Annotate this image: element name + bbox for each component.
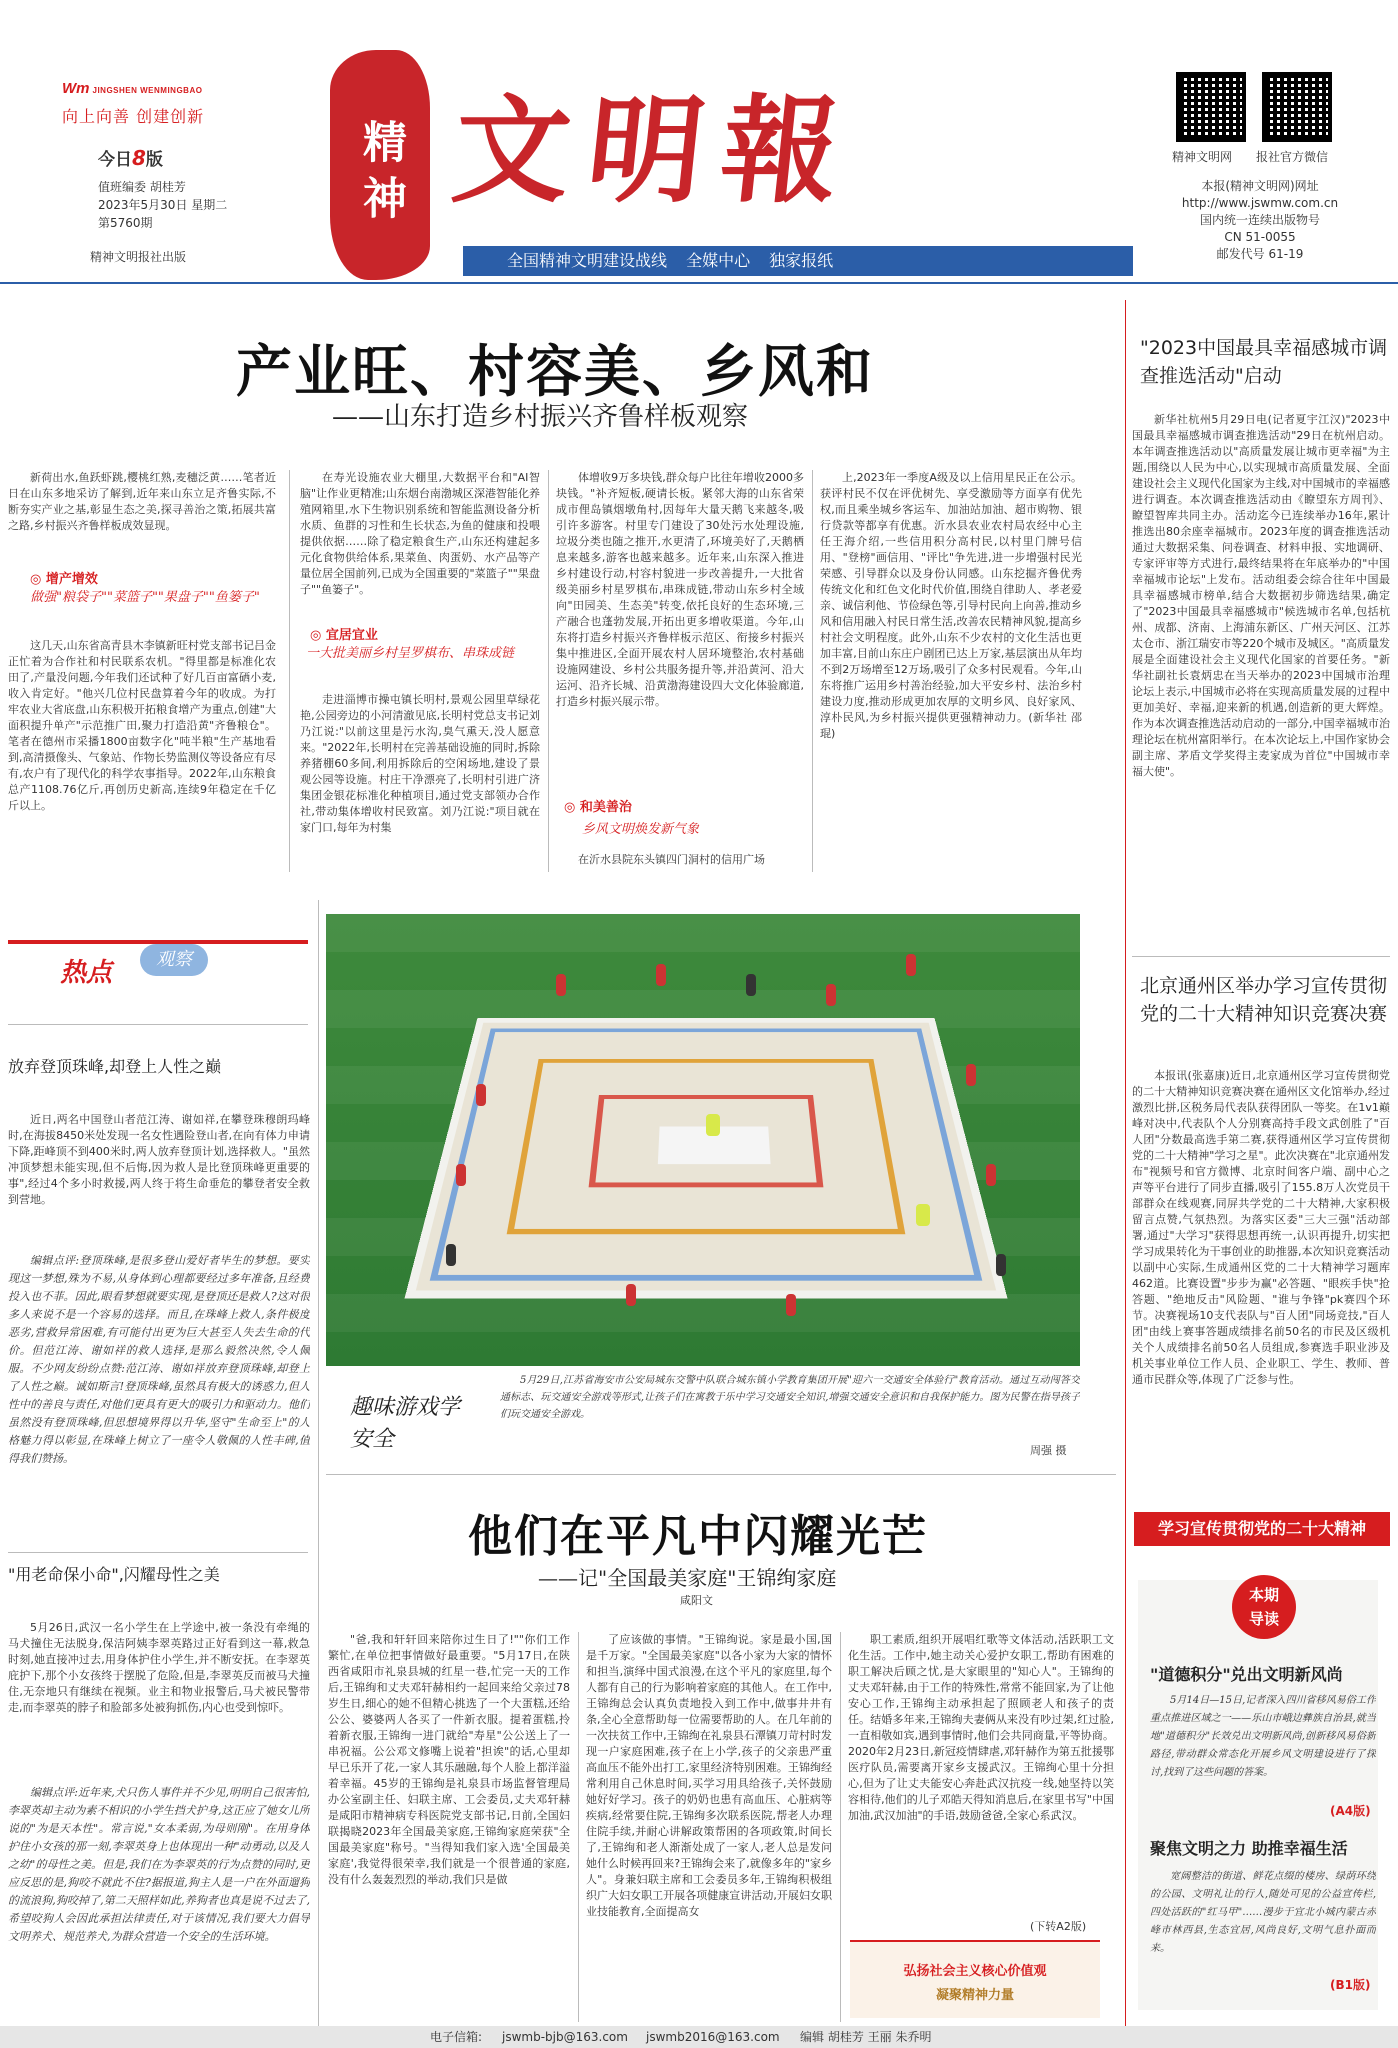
index-badge-line1: 本期: [1248, 1586, 1279, 1604]
today-label: 今日: [98, 150, 132, 170]
child-figure: [456, 1164, 466, 1186]
section-subtitle: 乡风文明焕发新气象: [582, 822, 700, 837]
lead-col2-body: 在寿光设施农业大棚里,大数据平台和"AI智脑"让作业更精准;山东烟台南渤城区深港智能化养殖网箱里,水下生物识别系统和智能监测设备分析水质、鱼群的习性和生长状态,为鱼的健康和投喂提供依据……除了稳定粮食生产,山东还构建起多元化食物供给体系,果菜鱼、肉蛋奶、水产品等产量位居全国前列,已成为全国重要的"菜篮子""果盘子""鱼篓子"。: [300, 471, 540, 596]
column-rule: [548, 470, 549, 872]
logo-mark: Wm: [62, 80, 90, 97]
column-rule: [812, 470, 813, 872]
column-rule: [289, 470, 290, 872]
newspaper-logo: [62, 78, 222, 98]
slogan-line1: 弘扬社会主义核心价值观: [903, 1964, 1047, 1979]
child-figure: [986, 1164, 996, 1186]
turf-stripe: [326, 914, 1080, 952]
index-badge-line2: 导读: [1248, 1610, 1279, 1628]
hot-a1-headline: 放弃登顶珠峰,却登上人性之巅: [8, 1057, 222, 1076]
hot-a1-comment: 编辑点评:登顶珠峰,是很多登山爱好者毕生的梦想。要实现这一梦想,殊为不易,从身体到心理都要经过多年准备,且经费投入也不菲。因此,眼看梦想就要实现,是登顶还是救人?这对很多人来说不是一个容易的选择。而且,在珠峰上救人,条件极度恶劣,营救异常困难,有可能付出更为巨大甚至人失去生命的代价。但范江涛、谢如祥的救人选择,是那么毅然决然,令人佩服。不少网友纷纷点赞:范江涛、谢如祥放弃登顶珠峰,却登上了人性之巅。诚如斯言!登顶珠峰,虽然具有极大的诱惑力,但人性中的善良与责任,对他们更具有更大的吸引力和驱动力。他们虽然没有登顶珠峰,但思想境界得以升华,坚守"生命至上"的人格魅力得以彰显,在珠峰上树立了一座令人敬佩的人性丰碑,值得我们赞扬。: [8, 1254, 310, 1465]
child-figure: [826, 984, 836, 1006]
section-marker-icon: ◎: [564, 800, 580, 815]
section-title: 和美善治: [579, 800, 632, 815]
hot-a1-body: 近日,两名中国登山者范江涛、谢如祥,在攀登珠穆朗玛峰时,在海拔8450米处发现一名女性遇险登山者,在向有体力申请下降,距峰顶不到400米时,两人放弃登顶计划,选择救人。"虽然冲顶梦想未能实现,但不后悔,因为救人是比登顶珠峰更重要的事",经过4个多小时救援,两人终于将生命垂危的攀登者安全救到营地。: [8, 1113, 310, 1206]
index-badge: [1232, 1575, 1296, 1639]
masthead-title: 文明報: [446, 83, 864, 219]
index-item-ref[interactable]: (B1版): [1330, 1978, 1371, 1992]
child-figure: [966, 1064, 976, 1086]
qr-code-wechat: [1262, 72, 1332, 142]
page-footer: [0, 2026, 1398, 2048]
masthead-seal: 精神: [330, 50, 430, 280]
child-figure: [446, 1244, 456, 1266]
photo-credit: 周强 摄: [1030, 1444, 1067, 1457]
photo-caption-title: 趣味游戏学安全: [350, 1395, 461, 1452]
info-line: 国内统一连续出版物号: [1199, 213, 1320, 227]
column-rule: [840, 1632, 841, 2022]
qr-code-website: [1176, 72, 1246, 142]
photo-caption: 5月29日,江苏省海安市公安局城东交警中队联合城东镇小学教育集团开展"迎六一交通安全体验行"教育活动。通过互动闯答交通标志、玩交通安全游戏等形式,让孩子们在寓教于乐中学习交通安全知识,增强交通安全意识和自我保护能力。图为民警在指导孩子们玩交通安全游戏。: [500, 1375, 1080, 1420]
info-line: CN 51-0055: [1224, 230, 1296, 244]
column-rule: [318, 900, 319, 2030]
index-item-summary: 5月14日—15日,记者深入四川省移风易俗工作重点推进区域之一——乐山市峨边彝族自治县,就当地"道德积分"长效兑出文明新风尚,创新移风易俗新路径,带动群众常态化开展乡风文明建设进行了探讨,找到了这些问题的答案。: [1150, 1695, 1376, 1778]
turf-stripe: [326, 1294, 1080, 1332]
feature-byline: 咸阳文: [680, 1594, 713, 1607]
value-slogan-box: [850, 1940, 1100, 2018]
issue-number: 第5760期: [98, 216, 153, 230]
column-rule: [578, 1632, 579, 2022]
right-top-headline: "2023中国最具幸福感城市调查推选活动"启动: [1140, 337, 1388, 387]
publisher: 精神文明报社出版: [90, 250, 187, 264]
lead-headline: 产业旺、村容美、乡风和: [236, 339, 874, 405]
child-figure: [906, 954, 916, 976]
index-item-title[interactable]: 聚焦文明之力 助推幸福生活: [1150, 1839, 1348, 1858]
hot-a2-headline: "用老命保小命",闪耀母性之美: [8, 1565, 220, 1584]
right-mid-headline: 北京通州区举办学习宣传贯彻党的二十大精神知识竞赛决赛: [1140, 975, 1388, 1025]
today-page-count: 8: [132, 146, 146, 170]
hot-divider: [8, 1552, 308, 1553]
hot-label: 热点: [60, 958, 113, 988]
lead-col3b-body: 在沂水县院东头镇四门洞村的信用广场: [578, 853, 765, 866]
sidebar-divider: [1132, 956, 1390, 957]
theme-banner: 学习宣传贯彻党的二十大精神: [1134, 1512, 1390, 1546]
index-item-summary: 宽阔整洁的街道、鲜花点缀的楼房、绿荫环绕的公园、文明礼让的行人,随处可见的公益宣传栏,四处活跃的"红马甲"……漫步于宜北小城内蒙古赤峰市林西县,生态宜居,风尚良好,文明气息扑面而来。: [1150, 1871, 1376, 1954]
footer-mail1[interactable]: jswmb-bjb@163.com: [502, 2030, 628, 2044]
section-title: 宜居宜业: [325, 628, 378, 643]
section-divider: [326, 1474, 1116, 1475]
footer-editors: 编辑 胡桂芳 王丽 朱乔明: [800, 2030, 932, 2044]
section-marker-icon: ◎: [310, 628, 326, 643]
section-title: 增产增效: [45, 572, 98, 587]
lead-subhead: ——山东打造乡村振兴齐鲁样板观察: [332, 402, 749, 432]
qr-label-wechat: 报社官方微信: [1256, 150, 1329, 164]
logo-pinyin: JINGSHEN WENMINGBAO: [92, 86, 203, 95]
feature-col1: "爸,我和轩轩回来陪你过生日了!""你们工作繁忙,在单位把事情做好最重要。"5月17日,在陕西省咸阳市礼泉县城的红星一巷,忙完一天的工作后,王锦绚和丈夫邓轩赫相约一起回来给父亲过78岁生日,细心的她不但精心挑选了一个大蛋糕,还给公公、婆婆两人各买了一件新衣服。提着蛋糕,拎着新衣服,王锦绚一进门就给"寿星"公公送上了一串祝福。公公邓文修嘴上说着"担诶"的话,心里却早已乐开了花,一家人其乐融融,每个人脸上都洋溢着幸福。45岁的王锦绚是礼泉县市场监督管理局办公室副主任、妇联主席、工会委员,丈夫邓轩赫是咸阳市精神病专科医院党支部书记,日前,全国妇联揭晓2023年全国最美家庭,王锦绚家庭荣获"全国最美家庭"称号。"当得知我们家入选'全国最美家庭',我觉得很荣幸,我们就是一个很普通的家庭,没有什么轰轰烈烈的举动,我们只是做: [328, 1633, 570, 1886]
section-subtitle: 一大批美丽乡村呈罗棋布、串珠成链: [306, 646, 515, 661]
section-marker-icon: ◎: [30, 572, 46, 587]
info-line: 邮发代号 61-19: [1216, 247, 1304, 261]
officer-figure: [916, 1204, 930, 1226]
child-figure: [746, 974, 756, 996]
footer-mail-label: 电子信箱:: [430, 2030, 483, 2044]
today-unit: 版: [145, 150, 163, 170]
hot-divider: [8, 1024, 308, 1025]
sidebar-rule: [1125, 300, 1126, 2040]
feature-subhead: ——记"全国最美家庭"王锦绚家庭: [538, 1566, 837, 1590]
news-photo: [326, 914, 1080, 1366]
lead-col2b-body: 走进淄博市操屯镇长明村,景观公园里草绿花艳,公园旁边的小河清澈见底,长明村党总支书记刘乃江说:"以前这里是污水沟,臭气熏天,没人愿意来。"2022年,长明村在完善基础设施的同时,拆除养猪棚60多间,利用拆除后的空闲场地,建设了景观公园等设施。村庄干净漂亮了,长明村引进广济集团金银花标准化种植项目,通过党支部领办合作社,带动集体增收村民致富。刘乃江说:"项目就在家门口,每年为村集: [300, 693, 540, 834]
right-top-body: 新华社杭州5月29日电(记者夏宇江汉)"2023中国最具幸福感城市调查推选活动"29日在杭州启动。本年调查推选活动以"高质量发展让城市更幸福"为主题,围绕以人民为中心,以实现城市高质量发展、全面建设社会主义现代化国家为主线,对中国城市的幸福感进行调查。本次调查推选活动由《瞭望东方周刊》、瞭望智库共同主办。活动迄今已连续举办16年,累计推选出80余座幸福城市。2023年度的调查推选活动通过大数据采集、问卷调查、材料申报、实地调研、专家评审等方式进行,最终结果将在年底举办的"中国幸福城市论坛"上发布。活动组委会综合往年中国最具幸福感城市榜单,结合大数据初步筛选结果,确定了"2023中国最具幸福感城市"候选城市名单,包括杭州、成都、济南、上海浦东新区、广州天河区、江苏太仓市、浙江瑞安市等220个城市及城区。"高质量发展是全面建设社会主义现代化国家的首要任务。"新华社副社长袁炳忠在当天举办的2023中国城市治理论坛上表示,中国城市必将在实现高质量发展的过程中更加美好、幸福,迎来新的机遇,创造新的更大辉煌。作为本次调查推选活动启动的一部分,中国幸福城市治理论坛在杭州富阳举行。在本次论坛上,中国作家协会副主席、茅盾文学奖得主麦家成为首位"中国城市幸福大使"。: [1132, 413, 1390, 778]
section-livable: [310, 624, 378, 643]
child-figure: [476, 1084, 486, 1106]
slogan-line2: 凝聚精神力量: [935, 1988, 1014, 2003]
child-figure: [556, 974, 566, 996]
lead-intro: 新荷出水,鱼跃虾跳,樱桃红熟,麦穗泛黄……笔者近日在山东多地采访了解到,近年来山东立足齐鲁实际,不断夯实产业之基,彰显生态之美,探寻善治之策,拓展共富之路,乡村振兴齐鲁样板成效显现。: [8, 471, 276, 532]
today-pages: [98, 145, 163, 170]
masthead-slogan: 向上向善 创建创新: [62, 107, 205, 126]
footer-mail2[interactable]: jswmb2016@163.com: [646, 2030, 780, 2044]
issue-date: 2023年5月30日 星期二: [98, 198, 228, 212]
hot-label-badge: 观察: [140, 944, 208, 976]
feature-headline: 他们在平凡中闪耀光芒: [468, 1511, 928, 1562]
info-line: http://www.jswmw.com.cn: [1181, 196, 1339, 210]
qr-label-website: 精神文明网: [1172, 150, 1233, 164]
info-line: 本报(精神文明网)网址: [1201, 179, 1319, 193]
masthead-divider: [0, 282, 1398, 284]
index-item-ref[interactable]: (A4版): [1330, 1804, 1371, 1818]
officer-figure: [706, 1114, 720, 1136]
child-figure: [996, 1254, 1006, 1276]
child-figure: [786, 1294, 796, 1316]
child-figure: [656, 964, 666, 986]
feature-col3: 职工素质,组织开展唱红歌等文体活动,活跃职工文化生活。工作中,她主动关心爱护女职工,帮助有困难的职工解决后顾之忧,是大家眼里的"知心人"。王锦绚的丈夫邓轩赫,由于工作的特殊性,常常不能回家,为了让他安心工作,王锦绚主动承担起了照顾老人和孩子的责任。结婚多年来,王锦绚夫妻俩从来没有吵过架,红过脸,一直相敬如宾,遇到事情时,他们会共同商量,平等协商。2020年2月23日,新冠疫情肆虐,邓轩赫作为第五批援鄂医疗队员,需要离开家乡支援武汉。王锦绚心里十分担心,但为了让丈夫能安心奔赴武汉抗疫一线,她坚持以笑容相待,他们的儿子邓皓天得知消息后,在家里书写"中国加油,武汉加油"的手语,鼓励爸爸,全家心系武汉。: [848, 1633, 1114, 1822]
continued-note[interactable]: (下转A2版): [1030, 1920, 1087, 1933]
hot-a2-comment: 编辑点评:近年来,犬只伤人事件并不少见,明明自己很害怕,李翠英却主动为素不相识的小学生挡犬护身,这正应了她女儿所说的"为是天本性"。常言说,"女本柔弱,为母则刚"。在用身体护住小女孩的那一刻,李翠英身上也体现出一种"动勇动,以及人之幼"的母性之美。但是,我们在为李翠英的行为点赞的同时,更应反思的是,狗咬不就此不住?据报道,狗主人是一户在外面遛狗的流浪狗,狗咬掉了,第二天照样如此,养狗者也真是说不过去了,希望咬狗人会因此承担法律责任,对于该情况,我们要大力倡导文明养犬、规范养犬,为群众营造一个安全的生活环境。: [8, 1786, 310, 1943]
lead-col3-body: 体增收9万多块钱,群众每户比往年增收2000多块钱。"补齐短板,硬请长板。紧邻大海的山东省荣成市俚岛镇烟墩角村,因每年大量天鹅飞来越冬,吸引许多游客。村里专门建设了30处污水处理设施,垃圾分类也随之推开,水更清了,环境美好了,天鹅栖息来越多,游客也越来越多。近年来,山东深入推进乡村建设行动,村容村貌进一步改善提升,一大批省级美丽乡村星罗棋布,串珠成链,带动山东乡村全域向"田园美、生态美"转变,依托良好的生态环境,三产融合也蓬勃发展,开拓出更多增收渠道。今年,山东将打造乡村振兴齐鲁样板示范区、衔接乡村振兴集中推进区,全面开展农村人居环境整治,农村基础设施网建设、乡村公共服务提升等,并沿黄河、沿大运河、沿齐长城、沿黄渤海建设四大文化体验廊道,打造乡村振兴展示带。: [556, 471, 804, 708]
section-subtitle: 做强"粮袋子""菜篮子""果盘子""鱼篓子": [30, 590, 260, 605]
child-figure: [626, 1284, 636, 1306]
right-mid-body: 本报讯(张嘉康)近日,北京通州区学习宣传贯彻党的二十大精神知识竞赛决赛在通州区文化馆举办,经过激烈比拼,区税务局代表队获得团队一等奖。在1v1巅峰对决中,代表队个人分别赛高持手段文武创胜了"百人团"分数最高选手第二赛,获得通州区学习宣传贯彻党的二十大精神"学习之星"。此次决赛在"北京通州发布"视频号和官方微博、北京时间客户端、副中心之声等平台进行了同步直播,吸引了155.8万人次党员干部群众在线观赛,同屏共学党的二十大精神,大家积极留言点赞,气氛热烈。为落实区委"三大三强"活动部署,通过"大学习"获得思想再统一,认识再提升,切实把学习成果转化为干事创业的助推器,本次知识竞赛活动以副中心实际,生成通州区党的二十大精神学习题库462道。比赛设置"步步为赢"必答题、"眼疾手快"抢答题、"绝地反击"风险题、"谁与争锋"pk赛四个环节。决赛视场10支代表队与"百人团"同场竞技,"百人团"由线上赛事答题成绩排名前50名的市民及区级机关个人成绩排名前50名人员组成,参赛选手职业涉及机关事业单位工作人员、企业职工、学生、教师、普通市民群众等,体现了广泛参与性。: [1132, 1069, 1390, 1386]
section-good-governance: [564, 796, 632, 815]
lead-col1-body: 这几天,山东省高青县木李镇新旺村党支部书记吕金正忙着为合作社和村民联系农机。"得里都是标准化农田了,产量没问题,今年我们还试种了好几百亩富硒小麦,收入肯定好。"他兴几位村民盘算着今年的收成。为打牢农业大省底盘,山东积极开拓粮食增产为重点,创建"大面积提升单产"示范推广田,聚力打造沿黄"齐鲁粮仓"。笔者在德州市采播1800亩数字化"吨半粮"生产基地看到,高清摄像头、气象站、作物长势监测仪等设备应有尽有,农户有了现代化的科学农事指导。2022年,山东粮食总产1108.76亿斤,再创历史新高,连续9年稳定在千亿斤以上。: [8, 639, 276, 812]
duty-editor: 值班编委 胡桂芳: [98, 180, 186, 194]
hot-a2-body: 5月26日,武汉一名小学生在上学途中,被一条没有牵绳的马犬撞住无法脱身,保洁阿姨李翠英路过正好看到这一幕,救急时刻,她直接冲过去,用身体护住小学生,并不断安抚。在李翠英庇护下,那个小女孩终于摆脱了危险,但是,李翠英反而被马犬撞住,无奈地只有继续在视频。业主和物业报警后,马犬被民警带走,而李翠英的脖子和脸部多处被狗抓伤,内心也受到惊吓。: [8, 1621, 310, 1714]
game-board-mat: [405, 1018, 1008, 1298]
index-item-title[interactable]: "道德积分"兑出文明新风尚: [1150, 1665, 1343, 1684]
section-increase-output: [30, 568, 98, 587]
masthead-bar: 全国精神文明建设战线 全媒中心 独家报纸: [463, 246, 1133, 276]
lead-col4-body: 上,2023年一季度A级及以上信用星民正在公示。获评村民不仅在评优树先、享受激励等方面享有优先权,而且乘坐城乡客运车、加油站加油、超市购物、银行贷款等都享有优惠。沂水县农业农村局农经中心主任王海介绍,一些信用积分高村民,以村里门牌号信用、"登榜"画信用、"评比"争先进,进一步增强村民光荣感、引导群众以及身份认同感。山东挖掘齐鲁优秀传统文化和红色文化时代价值,围绕自律助人、孝老爱亲、诚信利他、节俭绿色等,引导村民向上向善,推动乡风和信用融入村民日常生活,改善农民精神风貌,提高乡村社会文明程度。此外,山东不少农村的文化生活也更加丰富,目前山东庄户剧团已达上万家,基层演出从年均不到2万场增至12万场,吸引了众多村民观看。今年,山东将推广运用乡村善治经验,加大平安乡村、法治乡村建设力度,推动形成更加农厚的文明乡风、良好家风、淳朴民风,为乡村振兴提供更强精神动力。(新华社 邵琨): [820, 471, 1082, 740]
feature-col2: 了应该做的事情。"王锦绚说。家是最小国,国是千万家。"全国最美家庭"以各小家为大家的情怀和担当,演绎中国式浪漫,在这个平凡的家庭里,每个人都有自己的行为影响着家庭的其他人。在工作中,王锦绚总会认真负责地投入到工作中,做事井井有条,全心全意帮助每一位需要帮助的人。在几年前的一次扶贫工作中,王锦绚在礼泉县石潭镇刀苛村时发现一户家庭困难,孩子在上小学,孩子的父亲患严重高血压不能外出打工,家里经济特别困难。王锦绚经常利用自己休息时间,买学习用具给孩子,关怀鼓励她好好学习。孩子的奶奶也患有高血压、心脏病等疾病,经常要住院,王锦绚多次联系医院,帮老人办理住院手续,并耐心讲解政策帮困的各项政策,时间长了,王锦绚和老人渐渐处成了一家人,老人总是发问她什么时候再回来?王锦绚会来了,就像多年的"家乡人"。身兼妇联主席和工会委员多年,王锦绚积极组织广大妇女职工开展各项健康宣讲活动,开展妇女职业技能教育,全面提高女: [586, 1633, 832, 1918]
